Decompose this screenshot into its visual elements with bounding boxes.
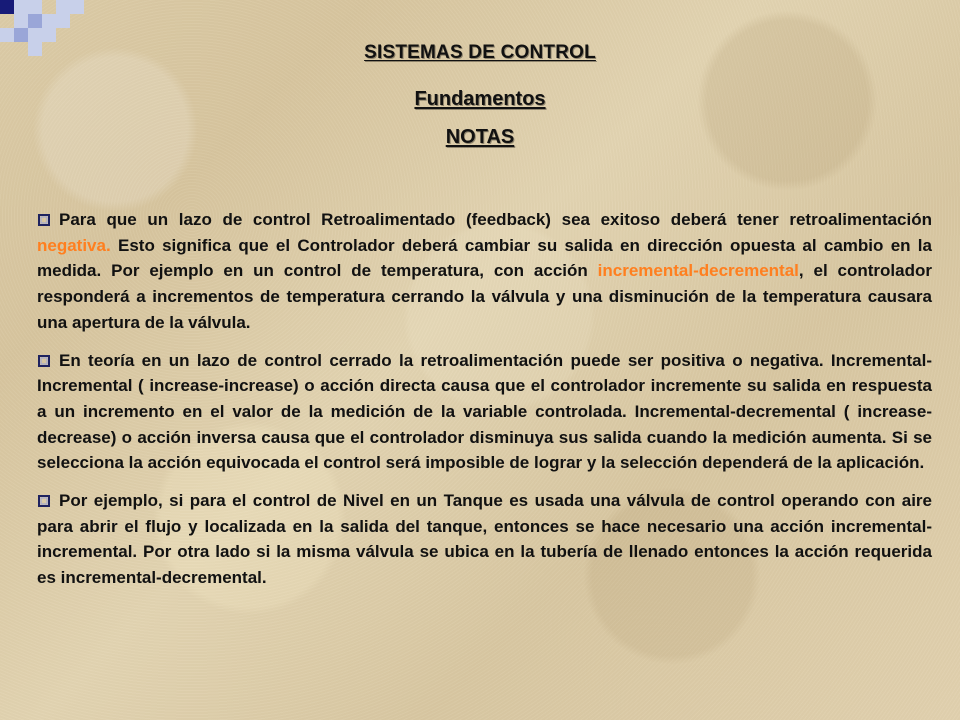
- note-paragraph-2: [37, 348, 932, 477]
- highlighted-term: incremental-decremental: [597, 261, 799, 281]
- hollow-square-bullet-icon: [38, 214, 50, 226]
- note-paragraph-3: [37, 488, 932, 591]
- note-paragraph-1: [37, 207, 932, 336]
- paragraph-text: Esto significa que el Controlador deberá cambiar su salida en dirección opuesta al cambio en la medida. Por ejemplo en un control de temperatura, con acción: [37, 235, 932, 281]
- notes-heading: NOTAS: [445, 126, 515, 148]
- paragraph-text: Por ejemplo, si para el control de Nivel en un Tanque es usada una válvula de control operando con aire para abrir el flujo y localizada en la salida del tanque, entonces se hace necesario una acción incremental-incremental. Por otra lado si la misma válvula se ubica en la tubería de llenado entonces la acción requerida es incremental-decremental.: [37, 491, 932, 588]
- section-title: Fundamentos: [414, 88, 546, 110]
- paragraph-text: Para que un lazo de control Retroalimentado (feedback) sea exitoso deberá tener retroalimentación: [59, 210, 932, 229]
- paragraph-text: , el controlador responderá a incrementos de temperatura cerrando la válvula y una disminución de la temperatura causara una apertura de la válvula.: [37, 261, 932, 332]
- highlighted-term: negativa.: [37, 235, 111, 255]
- paragraph-text: En teoría en un lazo de control cerrado la retroalimentación puede ser positiva o negativa. Incremental-Incremental ( increase-increase) o acción directa causa que el controlador incremente su salida en respuesta a un incremento en el valor de la medición de la variable controlada. Incremental-decremental ( increase-decrease) o acción inversa causa que el controlador disminuya sus salida cuando la medición aumenta. Si se selecciona la acción equivocada el control será imposible de lograr y la selección dependerá de la aplicación.: [37, 350, 932, 473]
- page-title: SISTEMAS DE CONTROL: [364, 42, 596, 63]
- notes-content: [37, 207, 932, 603]
- hollow-square-bullet-icon: [38, 355, 50, 367]
- hollow-square-bullet-icon: [38, 495, 50, 507]
